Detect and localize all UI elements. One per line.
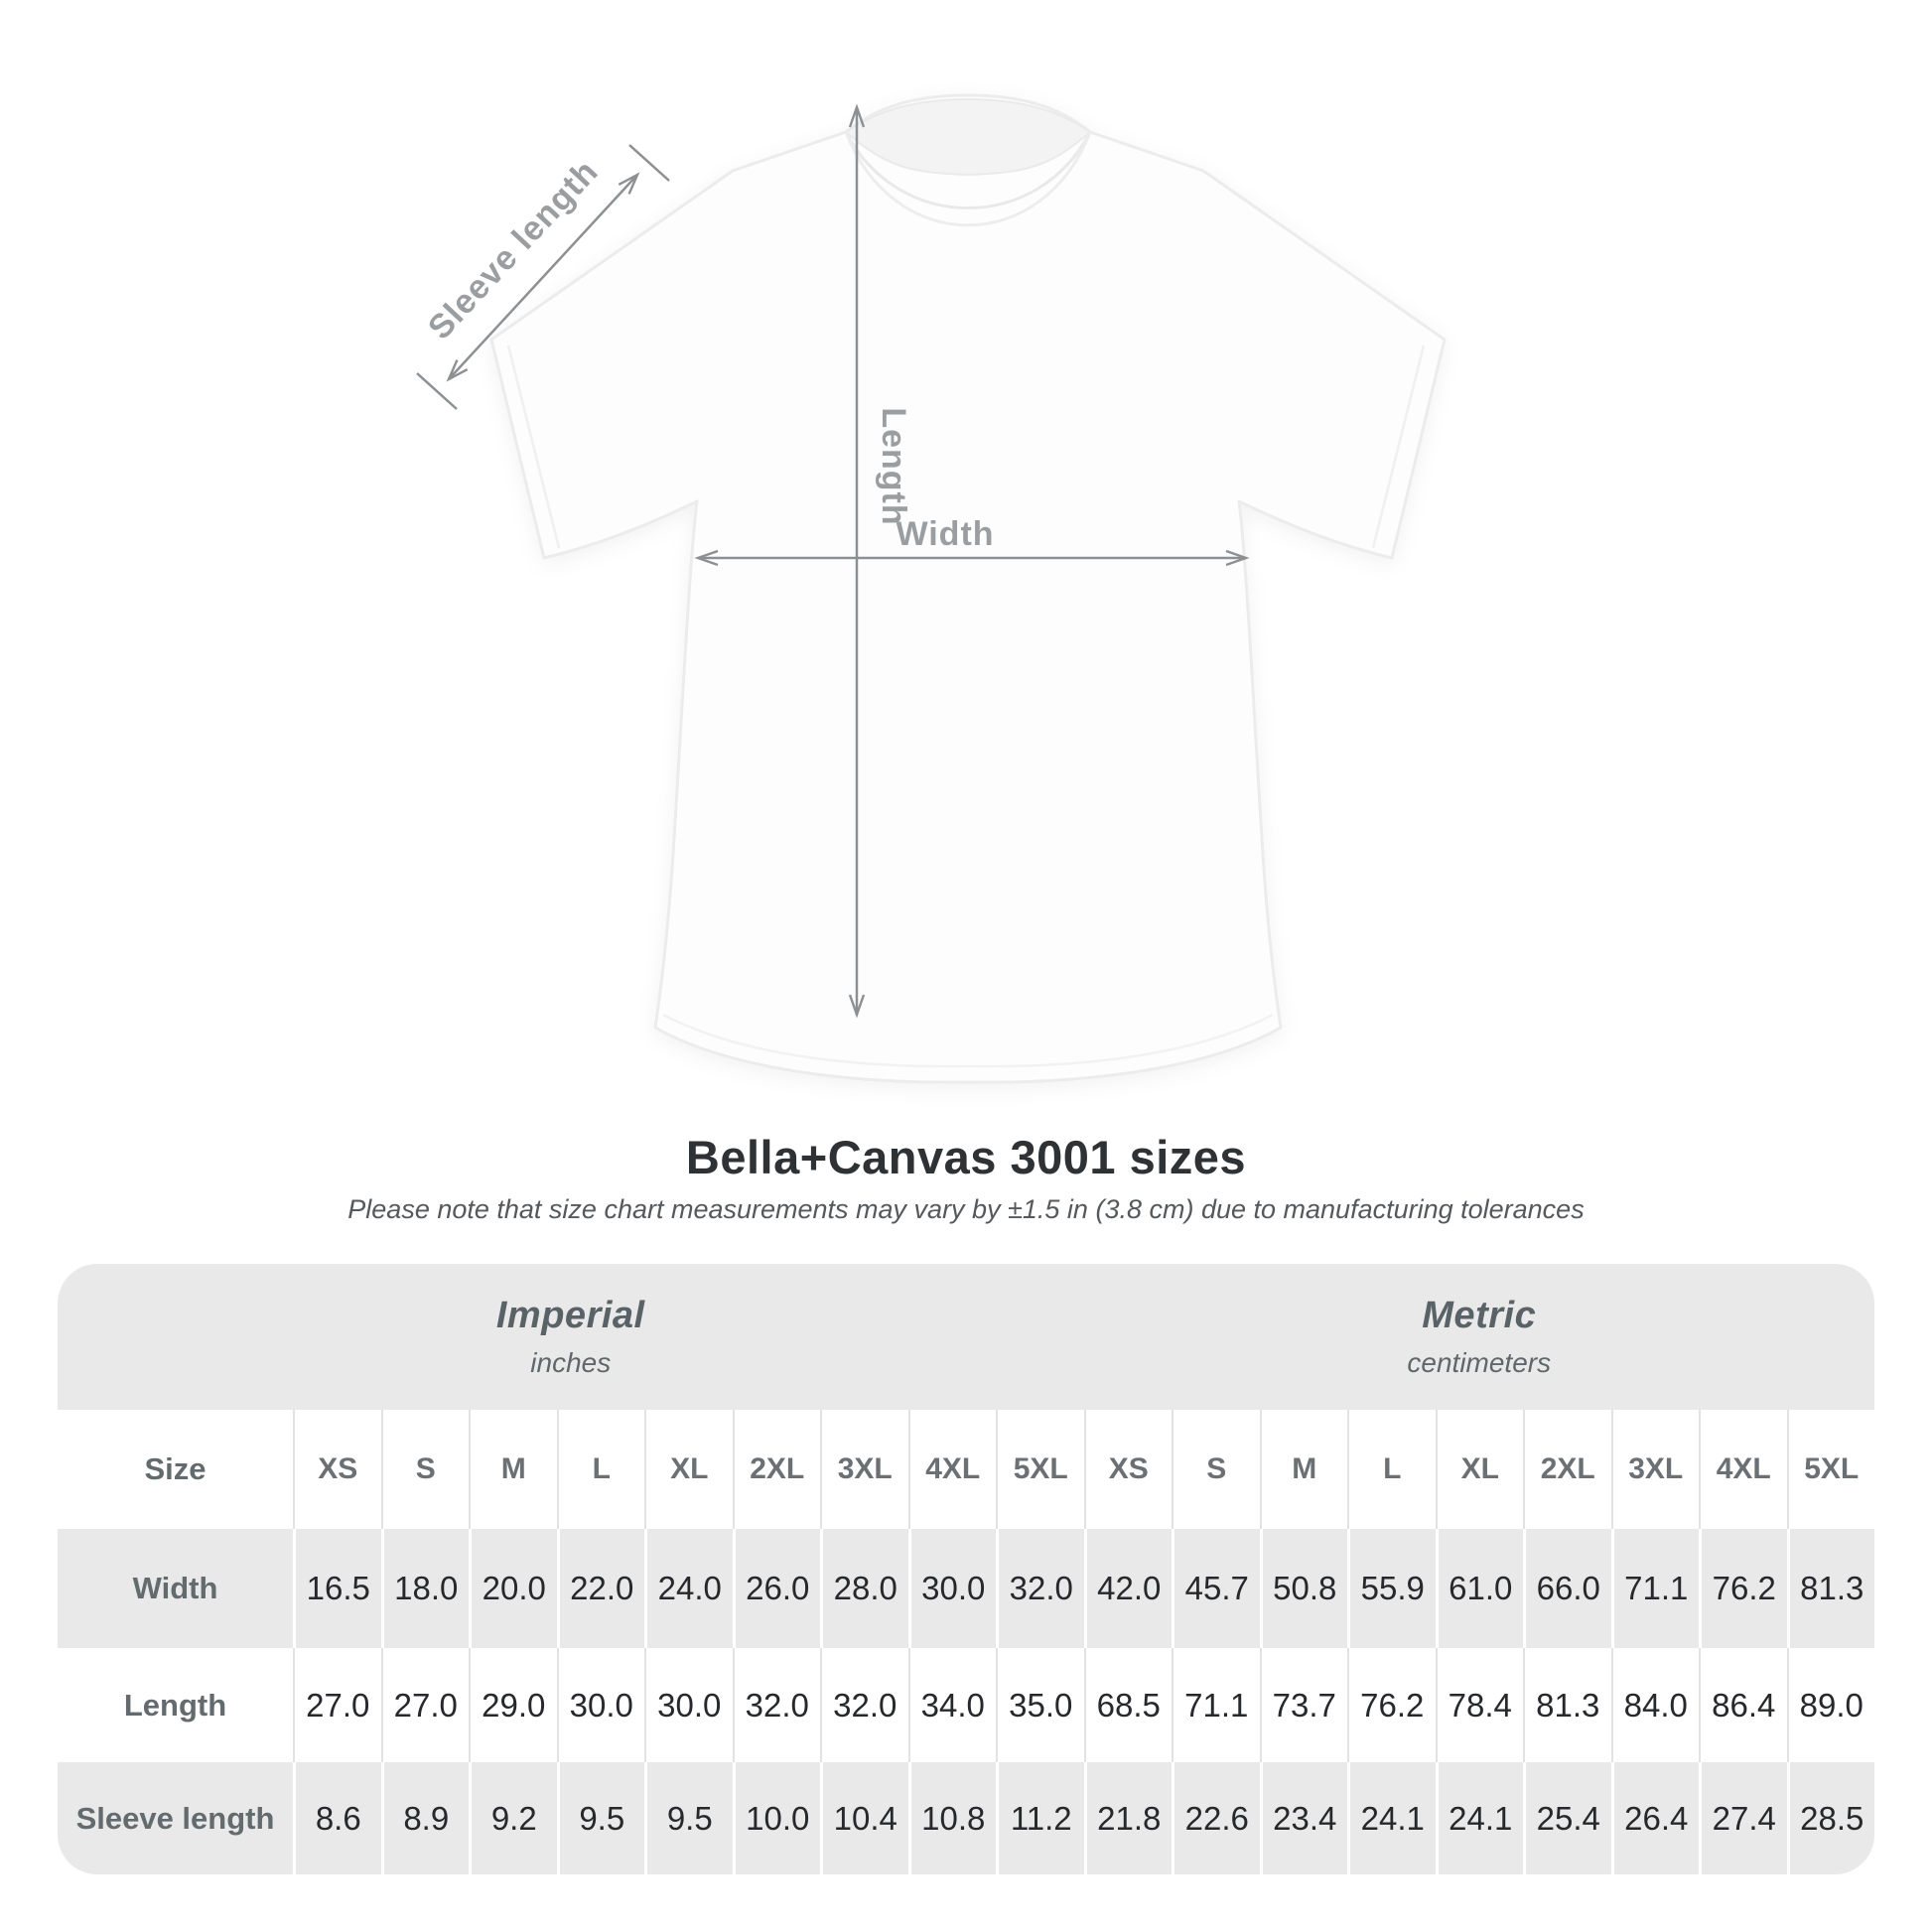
value-cell-imperial: 10.4 — [820, 1762, 908, 1874]
row-label: Length — [58, 1648, 293, 1762]
value-cell-metric: 68.5 — [1084, 1648, 1173, 1762]
value-cell-imperial: 26.0 — [733, 1529, 821, 1648]
value-cell-metric: 21.8 — [1084, 1762, 1173, 1874]
value-cell-imperial: 35.0 — [996, 1648, 1084, 1762]
value-cell-metric: 78.4 — [1436, 1648, 1524, 1762]
metric-group-title: Metric — [1422, 1295, 1537, 1336]
size-column-header: Size — [58, 1410, 293, 1529]
value-cell-imperial: 24.0 — [644, 1529, 733, 1648]
value-cell-imperial: 32.0 — [820, 1648, 908, 1762]
value-cell-imperial: 30.0 — [557, 1648, 645, 1762]
value-cell-metric: 71.1 — [1611, 1529, 1700, 1648]
value-cell-imperial: 30.0 — [644, 1648, 733, 1762]
imperial-group-unit: inches — [530, 1347, 612, 1378]
size-header-imperial: XL — [644, 1410, 733, 1529]
value-cell-metric: 28.5 — [1787, 1762, 1875, 1874]
value-cell-imperial: 34.0 — [908, 1648, 997, 1762]
value-cell-imperial: 9.5 — [557, 1762, 645, 1874]
value-cell-metric: 86.4 — [1699, 1648, 1787, 1762]
row-label: Sleeve length — [58, 1762, 293, 1874]
value-cell-imperial: 8.9 — [381, 1762, 470, 1874]
size-header-imperial: XS — [293, 1410, 381, 1529]
size-header-metric: S — [1172, 1410, 1260, 1529]
value-cell-metric: 84.0 — [1611, 1648, 1700, 1762]
value-cell-imperial: 27.0 — [293, 1648, 381, 1762]
size-header-imperial: 5XL — [996, 1410, 1084, 1529]
value-cell-metric: 27.4 — [1699, 1762, 1787, 1874]
row-label: Width — [58, 1529, 293, 1648]
value-cell-imperial: 9.5 — [644, 1762, 733, 1874]
value-cell-metric: 76.2 — [1347, 1648, 1436, 1762]
value-cell-imperial: 32.0 — [733, 1648, 821, 1762]
value-cell-imperial: 10.8 — [908, 1762, 997, 1874]
value-cell-metric: 25.4 — [1523, 1762, 1611, 1874]
value-cell-metric: 71.1 — [1172, 1648, 1260, 1762]
value-cell-imperial: 10.0 — [733, 1762, 821, 1874]
value-cell-metric: 66.0 — [1523, 1529, 1611, 1648]
size-header-metric: 5XL — [1787, 1410, 1875, 1529]
value-cell-imperial: 8.6 — [293, 1762, 381, 1874]
value-cell-metric: 73.7 — [1260, 1648, 1348, 1762]
value-cell-metric: 42.0 — [1084, 1529, 1173, 1648]
length-label: Length — [875, 407, 912, 526]
size-header-metric: 3XL — [1611, 1410, 1700, 1529]
value-cell-metric: 61.0 — [1436, 1529, 1524, 1648]
value-cell-metric: 23.4 — [1260, 1762, 1348, 1874]
value-cell-imperial: 20.0 — [469, 1529, 557, 1648]
value-cell-imperial: 22.0 — [557, 1529, 645, 1648]
size-header-metric: L — [1347, 1410, 1436, 1529]
value-cell-metric: 89.0 — [1787, 1648, 1875, 1762]
value-cell-metric: 24.1 — [1347, 1762, 1436, 1874]
size-header-metric: M — [1260, 1410, 1348, 1529]
value-cell-imperial: 30.0 — [908, 1529, 997, 1648]
size-table — [58, 1264, 1874, 1874]
size-header-imperial: 4XL — [908, 1410, 997, 1529]
page-title: Bella+Canvas 3001 sizes — [685, 1131, 1247, 1183]
value-cell-metric: 24.1 — [1436, 1762, 1524, 1874]
value-cell-imperial: 27.0 — [381, 1648, 470, 1762]
value-cell-metric: 55.9 — [1347, 1529, 1436, 1648]
metric-group-unit: centimeters — [1407, 1347, 1552, 1378]
tolerance-note: Please note that size chart measurements may vary by ±1.5 in (3.8 cm) due to manufacturing tolerances — [347, 1194, 1585, 1224]
metric-group-header — [1084, 1264, 1875, 1410]
value-cell-imperial: 11.2 — [996, 1762, 1084, 1874]
size-header-imperial: L — [557, 1410, 645, 1529]
value-cell-metric: 50.8 — [1260, 1529, 1348, 1648]
value-cell-imperial: 29.0 — [469, 1648, 557, 1762]
size-header-metric: XS — [1084, 1410, 1173, 1529]
value-cell-metric: 76.2 — [1699, 1529, 1787, 1648]
size-header-imperial: 2XL — [733, 1410, 821, 1529]
value-cell-metric: 45.7 — [1172, 1529, 1260, 1648]
value-cell-imperial: 28.0 — [820, 1529, 908, 1648]
size-header-metric: 4XL — [1699, 1410, 1787, 1529]
size-header-metric: XL — [1436, 1410, 1524, 1529]
value-cell-metric: 26.4 — [1611, 1762, 1700, 1874]
size-header-imperial: 3XL — [820, 1410, 908, 1529]
imperial-group-header — [58, 1264, 1084, 1410]
size-header-imperial: S — [381, 1410, 470, 1529]
value-cell-imperial: 32.0 — [996, 1529, 1084, 1648]
value-cell-metric: 81.3 — [1523, 1648, 1611, 1762]
value-cell-metric: 22.6 — [1172, 1762, 1260, 1874]
tshirt-image — [491, 95, 1445, 1082]
value-cell-imperial: 16.5 — [293, 1529, 381, 1648]
value-cell-imperial: 9.2 — [469, 1762, 557, 1874]
value-cell-metric: 81.3 — [1787, 1529, 1875, 1648]
size-header-imperial: M — [469, 1410, 557, 1529]
value-cell-imperial: 18.0 — [381, 1529, 470, 1648]
sleeve-length-label: Sleeve length — [420, 152, 607, 347]
imperial-group-title: Imperial — [495, 1295, 645, 1336]
width-label: Width — [896, 515, 995, 553]
size-header-metric: 2XL — [1523, 1410, 1611, 1529]
